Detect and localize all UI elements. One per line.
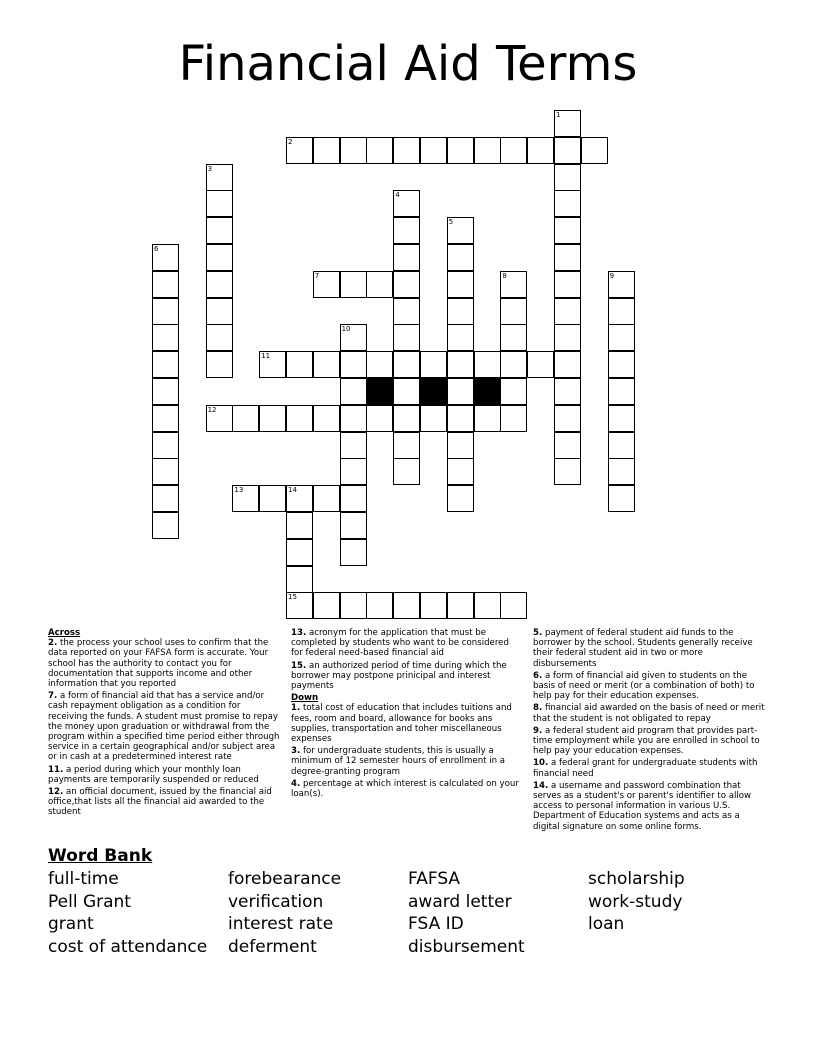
clue-across-2: [48, 638, 280, 689]
grid-cell[interactable]: [420, 351, 447, 378]
clue-number: 14.: [533, 780, 549, 791]
clue-text: a form of financial aid given to students on the basis of need or merit (or a combination of both) to help pay for their education expenses.: [533, 670, 755, 702]
grid-cell[interactable]: [286, 351, 313, 378]
clue-number: 10.: [533, 758, 549, 769]
word-bank-item: cost of attendance: [48, 936, 208, 957]
puzzle-title: Financial Aid Terms: [178, 36, 638, 92]
clue-number-label: 1: [556, 111, 561, 119]
grid-cell[interactable]: [554, 432, 581, 459]
clue-down-8: [533, 703, 765, 723]
clue-across-7: [48, 691, 280, 762]
clue-number-label: 10: [341, 325, 351, 334]
grid-cell[interactable]: [206, 244, 233, 271]
word-bank-item: FAFSA: [408, 869, 461, 889]
grid-cell[interactable]: [554, 298, 581, 325]
grid-cell[interactable]: [554, 351, 581, 378]
grid-cell[interactable]: [340, 592, 367, 619]
word-bank-item: loan: [588, 914, 625, 935]
grid-cell[interactable]: [286, 485, 313, 512]
word-bank-list: [48, 868, 788, 958]
clue-across-11: [48, 765, 280, 785]
clue-number: 6.: [533, 670, 543, 681]
clue-text: the process your school uses to confirm that the data reported on your FAFSA form is accurate. Your school has the authority to contact you for documentation that supports income and other information that you reported: [48, 638, 269, 690]
grid-cell[interactable]: [608, 298, 635, 325]
grid-cell[interactable]: [393, 217, 420, 244]
clues-column-1: [48, 628, 280, 820]
grid-cell[interactable]: [393, 592, 420, 619]
grid-cell[interactable]: [152, 271, 179, 298]
grid-cell[interactable]: [608, 485, 635, 512]
grid-cell[interactable]: [232, 485, 259, 512]
grid-cell[interactable]: [554, 164, 581, 191]
grid-cell[interactable]: [500, 405, 527, 432]
grid-cell[interactable]: [286, 566, 313, 593]
grid-cell[interactable]: [152, 512, 179, 539]
grid-cell[interactable]: [340, 137, 367, 164]
grid-cell[interactable]: [286, 592, 313, 619]
clue-number: 12.: [48, 787, 64, 798]
grid-cell[interactable]: [500, 271, 527, 298]
clue-number-label: 4: [395, 191, 400, 200]
clue-text: acronym for the application that must be completed by students who want to be considered for federal need-based financial aid: [291, 628, 509, 659]
grid-cell[interactable]: [393, 432, 420, 459]
grid-cell[interactable]: [447, 405, 474, 432]
clue-text: a username and password combination that serves as a student's or parent's identifier to allow access to personal information in various U.S. Department of Education systems and acts as a digital signature on some online forms.: [533, 780, 752, 832]
grid-cell[interactable]: [420, 137, 447, 164]
grid-cell[interactable]: [447, 458, 474, 485]
grid-cell[interactable]: [366, 137, 393, 164]
grid-cell[interactable]: [393, 458, 420, 485]
clue-number: 1.: [291, 703, 301, 714]
grid-cell[interactable]: [474, 592, 501, 619]
grid-cell[interactable]: [447, 244, 474, 271]
grid-cell[interactable]: [393, 271, 420, 298]
grid-cell[interactable]: [152, 432, 179, 459]
clues-column-2: [291, 628, 521, 801]
clue-number-label: 2: [288, 137, 293, 146]
grid-cell[interactable]: [393, 351, 420, 378]
clue-text: financial aid awarded on the basis of need or merit that the student is not obligated to repay: [533, 703, 765, 724]
clue-down-10: [533, 758, 765, 778]
grid-cell[interactable]: [206, 405, 233, 432]
clue-text: a federal student aid program that provides part-time employment while you are enrolled in school to help pay your education expenses.: [533, 725, 760, 757]
grid-cell[interactable]: [340, 432, 367, 459]
clue-text: an official document, issued by the financial aid office,that lists all the financial aid awarded to the student: [48, 787, 272, 818]
grid-cell[interactable]: [393, 190, 420, 217]
grid-cell[interactable]: [608, 351, 635, 378]
clue-text: payment of federal student aid funds to the borrower by the school. Students generally receive their federal student aid in two or more disbursements: [533, 628, 753, 669]
grid-cell[interactable]: [393, 137, 420, 164]
grid-cell[interactable]: [474, 405, 501, 432]
grid-cell[interactable]: [393, 378, 420, 405]
word-bank-item: award letter: [408, 891, 512, 912]
grid-cell[interactable]: [206, 324, 233, 351]
grid-cell[interactable]: [554, 244, 581, 271]
grid-cell[interactable]: [447, 432, 474, 459]
clue-down-9: [533, 726, 765, 757]
grid-cell[interactable]: [608, 458, 635, 485]
grid-cell[interactable]: [608, 432, 635, 459]
grid-cell[interactable]: [152, 405, 179, 432]
grid-cell[interactable]: [447, 485, 474, 512]
grid-cell[interactable]: [447, 271, 474, 298]
clue-text: a form of financial aid that has a service and/or cash repayment obligation as a condition for receiving the funds. A student must promise to repay the money upon graduation or withdrawal from the program within a specified time period either through service in a certain geographical and/or subject area or in cash at a predetermined interest rate: [48, 691, 280, 763]
grid-cell[interactable]: [447, 137, 474, 164]
grid-cell[interactable]: [554, 190, 581, 217]
grid-cell[interactable]: [340, 512, 367, 539]
grid-cell[interactable]: [152, 244, 179, 271]
clue-number: 11.: [48, 764, 64, 775]
grid-cell[interactable]: [393, 244, 420, 271]
grid-cell[interactable]: [206, 271, 233, 298]
clue-down-1: [291, 703, 521, 744]
grid-cell[interactable]: [259, 485, 286, 512]
clues-column-3: [533, 628, 765, 834]
clue-number-label: 12: [207, 405, 217, 414]
clue-text: a period during which your monthly loan payments are temporarily suspended or reduced: [48, 764, 259, 785]
grid-cell[interactable]: [366, 592, 393, 619]
grid-cell[interactable]: [152, 351, 179, 378]
clue-number: 5.: [533, 628, 543, 638]
grid-cell[interactable]: [366, 405, 393, 432]
grid-cell[interactable]: [393, 405, 420, 432]
clue-number-label: 3: [207, 164, 213, 173]
grid-cell[interactable]: [232, 405, 259, 432]
clue-number: 9.: [533, 725, 543, 736]
grid-cell[interactable]: [340, 458, 367, 485]
grid-cell[interactable]: [206, 217, 233, 244]
grid-cell[interactable]: [500, 137, 527, 164]
grid-cell[interactable]: [581, 137, 608, 164]
grid-cell[interactable]: [527, 351, 554, 378]
grid-cell[interactable]: [313, 405, 340, 432]
word-bank: [48, 846, 788, 958]
word-bank-item: deferment: [228, 936, 317, 957]
grid-cell[interactable]: [500, 324, 527, 351]
word-bank-item: work-study: [588, 891, 683, 912]
black-cell: [366, 378, 393, 405]
clue-text: total cost of education that includes tuitions and fees, room and board, allowance for books ans supplies, transportation and toher miscellaneous expenses: [291, 703, 512, 745]
clue-number: 4.: [291, 778, 301, 789]
clue-number-label: 7: [314, 271, 320, 280]
grid-cell[interactable]: [340, 324, 367, 351]
clue-down-5: [533, 628, 765, 669]
grid-cell[interactable]: [474, 137, 501, 164]
grid-cell[interactable]: [313, 271, 340, 298]
clue-across-13: [291, 628, 521, 659]
clue-text: an authorized period of time during which the borrower may postpone prinicipal and interest payments: [291, 660, 507, 692]
grid-cell[interactable]: [152, 378, 179, 405]
grid-cell[interactable]: [313, 592, 340, 619]
grid-cell[interactable]: [608, 405, 635, 432]
clue-down-3: [291, 746, 521, 777]
word-bank-item: forebearance: [228, 869, 342, 889]
word-bank-item: verification: [228, 891, 324, 912]
grid-cell[interactable]: [500, 378, 527, 405]
word-bank-title: Word Bank: [48, 846, 153, 866]
word-bank-item: Pell Grant: [48, 891, 131, 912]
grid-cell[interactable]: [554, 324, 581, 351]
grid-cell[interactable]: [313, 351, 340, 378]
clue-down-14: [533, 781, 765, 832]
grid-cell[interactable]: [206, 298, 233, 325]
grid-cell[interactable]: [259, 351, 286, 378]
clue-number-label: 8: [502, 271, 507, 280]
grid-cell[interactable]: [554, 271, 581, 298]
grid-cell[interactable]: [554, 217, 581, 244]
grid-cell[interactable]: [286, 539, 313, 566]
grid-cell[interactable]: [554, 405, 581, 432]
grid-cell[interactable]: [420, 405, 447, 432]
clue-number: 13.: [291, 628, 307, 638]
grid-cell[interactable]: [286, 512, 313, 539]
clue-number: 2.: [48, 638, 58, 649]
across-heading: Across: [48, 628, 81, 638]
clue-text: a federal grant for undergraduate students with financial need: [533, 758, 758, 779]
clue-down-6: [533, 671, 765, 702]
grid-cell[interactable]: [420, 592, 447, 619]
grid-cell[interactable]: [393, 298, 420, 325]
grid-cell[interactable]: [286, 405, 313, 432]
grid-cell[interactable]: [474, 351, 501, 378]
grid-cell[interactable]: [554, 137, 581, 164]
grid-cell[interactable]: [447, 298, 474, 325]
grid-cell[interactable]: [313, 137, 340, 164]
clue-number: 3.: [291, 746, 301, 757]
grid-cell[interactable]: [340, 485, 367, 512]
clue-across-15: [291, 661, 521, 692]
grid-cell[interactable]: [393, 324, 420, 351]
grid-cell[interactable]: [608, 378, 635, 405]
word-bank-item: full-time: [48, 869, 119, 889]
clue-number-label: 9: [609, 271, 615, 280]
grid-cell[interactable]: [366, 351, 393, 378]
grid-cell[interactable]: [608, 271, 635, 298]
grid-cell[interactable]: [286, 137, 313, 164]
grid-cell[interactable]: [447, 324, 474, 351]
grid-cell[interactable]: [447, 351, 474, 378]
word-bank-item: grant: [48, 914, 94, 935]
grid-cell[interactable]: [554, 458, 581, 485]
grid-cell[interactable]: [340, 539, 367, 566]
grid-cell[interactable]: [340, 351, 367, 378]
grid-cell[interactable]: [313, 485, 340, 512]
grid-cell[interactable]: [259, 405, 286, 432]
grid-cell[interactable]: [340, 405, 367, 432]
word-bank-item: FSA ID: [408, 914, 464, 935]
grid-cell[interactable]: [366, 271, 393, 298]
clue-across-12: [48, 787, 280, 818]
clue-number: 15.: [291, 660, 307, 671]
clue-text: percentage at which interest is calculated on your loan(s).: [291, 778, 519, 800]
grid-cell[interactable]: [500, 592, 527, 619]
down-heading: Down: [291, 693, 319, 704]
clue-number-label: 15: [288, 593, 297, 602]
clue-number-label: 6: [154, 245, 159, 253]
clue-number-label: 5: [448, 218, 454, 227]
word-bank-item: interest rate: [228, 914, 334, 935]
grid-cell[interactable]: [554, 110, 581, 137]
clue-text: for undergraduate students, this is usually a minimum of 12 semester hours of enrollment in a degree-granting program: [291, 746, 506, 777]
black-cell: [474, 378, 501, 405]
clue-down-4: [291, 779, 521, 799]
grid-cell[interactable]: [500, 351, 527, 378]
clue-number-label: 14: [288, 486, 297, 495]
grid-cell[interactable]: [554, 378, 581, 405]
grid-cell[interactable]: [152, 485, 179, 512]
grid-cell[interactable]: [152, 324, 179, 351]
black-cell: [420, 378, 447, 405]
grid-cell[interactable]: [447, 217, 474, 244]
grid-cell[interactable]: [527, 137, 554, 164]
grid-cell[interactable]: [340, 271, 367, 298]
grid-cell[interactable]: [152, 458, 179, 485]
clue-number-label: 11: [261, 352, 271, 361]
grid-cell[interactable]: [500, 298, 527, 325]
grid-cell[interactable]: [447, 592, 474, 619]
clue-number: 7.: [48, 691, 58, 702]
grid-cell[interactable]: [206, 351, 233, 378]
grid-cell[interactable]: [340, 378, 367, 405]
clue-number-label: 13: [234, 486, 244, 495]
grid-cell[interactable]: [206, 190, 233, 217]
grid-cell[interactable]: [447, 378, 474, 405]
word-bank-item: disbursement: [408, 936, 525, 957]
grid-cell[interactable]: [206, 164, 233, 191]
clue-number: 8.: [533, 703, 543, 714]
grid-cell[interactable]: [152, 298, 179, 325]
word-bank-item: scholarship: [588, 869, 685, 889]
grid-cell[interactable]: [608, 324, 635, 351]
